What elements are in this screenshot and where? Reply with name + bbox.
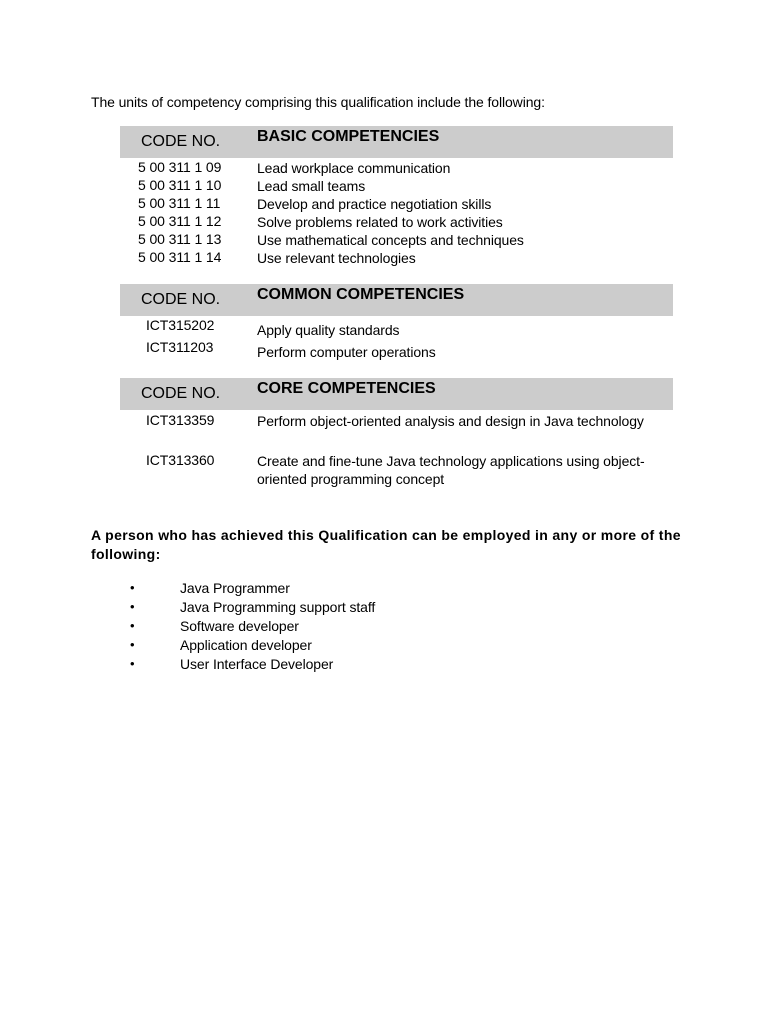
unit-title: Lead small teams (257, 178, 366, 194)
unit-code: 5 00 311 1 09 (138, 159, 222, 175)
unit-code: 5 00 311 1 13 (138, 231, 222, 247)
section-title: BASIC COMPETENCIES (257, 128, 440, 145)
table-row (120, 213, 673, 231)
job-title: Java Programming support staff (180, 599, 376, 615)
unit-code: 5 00 311 1 12 (138, 213, 222, 229)
bullet-icon: • (130, 618, 135, 633)
table-row (120, 338, 673, 360)
competency-rows (120, 158, 673, 267)
table-row (120, 452, 673, 492)
intro-text: The units of competency comprising this qualification include the following: (91, 94, 545, 110)
unit-title: Perform computer operations (257, 344, 436, 360)
table-row (120, 177, 673, 195)
competency-rows (120, 316, 673, 360)
competency-rows (120, 410, 673, 492)
section-title: CORE COMPETENCIES (257, 380, 436, 397)
section-title: COMMON COMPETENCIES (257, 286, 465, 303)
table-row (120, 159, 673, 177)
table-row (120, 195, 673, 213)
unit-code: 5 00 311 1 10 (138, 177, 222, 193)
basic-competencies-section (120, 126, 673, 267)
unit-code: ICT313359 (146, 412, 215, 428)
unit-code: 5 00 311 1 11 (138, 195, 221, 211)
unit-code: ICT315202 (146, 317, 215, 333)
code-column-header: CODE NO. (141, 133, 221, 150)
table-row (120, 316, 673, 338)
job-title: Application developer (180, 637, 312, 653)
bullet-icon: • (130, 637, 135, 652)
employment-heading: A person who has achieved this Qualification can be employed in any or more of the following: (91, 527, 681, 562)
table-row (120, 249, 673, 267)
unit-code: ICT311203 (146, 339, 214, 355)
unit-title: Develop and practice negotiation skills (257, 196, 492, 212)
unit-title: Use relevant technologies (257, 250, 416, 266)
unit-title: Lead workplace communication (257, 160, 451, 176)
bullet-icon: • (130, 599, 135, 614)
unit-title: Solve problems related to work activities (257, 214, 503, 230)
bullet-icon: • (130, 656, 135, 671)
unit-title: Perform object-oriented analysis and design in Java technology (257, 413, 644, 429)
unit-title: Apply quality standards (257, 322, 400, 338)
code-column-header: CODE NO. (141, 291, 221, 308)
common-competencies-section (120, 284, 673, 360)
table-row (120, 231, 673, 249)
bullet-icon: • (130, 580, 135, 595)
code-column-header: CODE NO. (141, 385, 221, 402)
section-header (120, 378, 673, 410)
table-row (120, 412, 673, 452)
unit-title: Use mathematical concepts and techniques (257, 232, 524, 248)
unit-code: 5 00 311 1 14 (138, 249, 222, 265)
section-header (120, 284, 673, 316)
unit-code: ICT313360 (146, 452, 215, 468)
job-title: Java Programmer (180, 580, 290, 596)
unit-title: Create and fine-tune Java technology applications using object-oriented programming concept (257, 453, 645, 487)
job-title: User Interface Developer (180, 656, 334, 672)
section-header (120, 126, 673, 158)
job-title: Software developer (180, 618, 299, 634)
core-competencies-section (120, 378, 673, 492)
